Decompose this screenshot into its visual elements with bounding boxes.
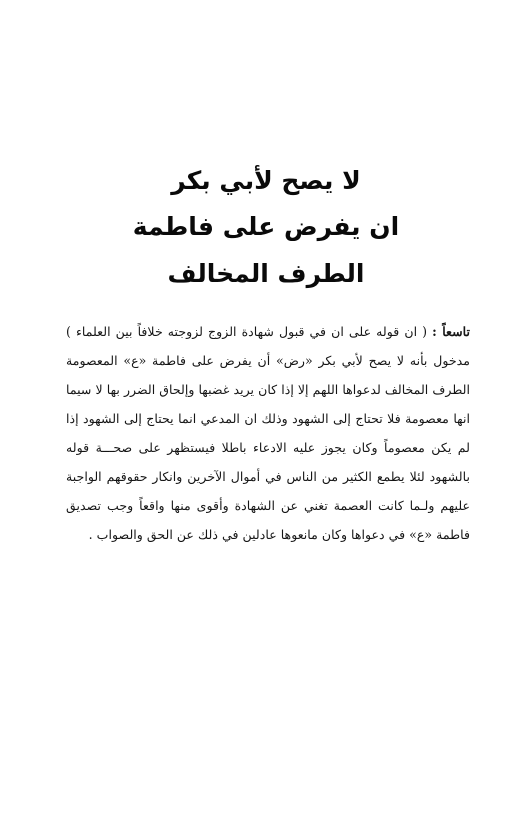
section-heading-line-1: لا يصح لأبي بكر (171, 166, 361, 195)
paragraph-lead-label: تاسعاً : (432, 324, 470, 339)
paragraph-line-8: فاطمة «ع» في دعواها وكان مانعوها عادلين في ذلك عن الحق والصواب . (88, 527, 470, 542)
paragraph-line-3: الطرف المخالف لدعواها اللهم إلا إذا كان يريد غضبها وإلحاق الضرر بها لا سيما (66, 382, 470, 397)
paragraph-line-7: عليهم ولـما كانت العصمة تغني عن الشهادة وأقوى منها واقعاً وجب تصديق (66, 498, 470, 513)
section-heading-line-3: الطرف المخالف (167, 259, 365, 288)
paragraph-line-4: انها معصومة فلا تحتاج إلى الشهود وذلك ان المدعي انما يحتاج إلى الشهود إذا (66, 411, 470, 426)
paragraph-line-2: مدخول بأنه لا يصح لأبي بكر «رض» أن يفرض على فاطمة «ع» المعصومة (66, 353, 470, 368)
paragraph-line-5: لم يكن معصوماً وكان يجوز عليه الادعاء باطلا فيستظهر على صحـــة قوله (66, 440, 470, 455)
section-heading-line-2: ان يفرض على فاطمة (132, 212, 400, 241)
body-paragraph (66, 317, 470, 549)
paragraph-line-1 (66, 317, 470, 346)
paragraph-line-6: بالشهود لئلا يطمع الكثير من الناس في أموال الآخرين وانكار حقوقهم الواجبة (66, 469, 470, 484)
paragraph-line-1-text: ( ان قوله على ان في قبول شهادة الزوج لزوجته خلافاً بين العلماء ) (66, 324, 428, 339)
